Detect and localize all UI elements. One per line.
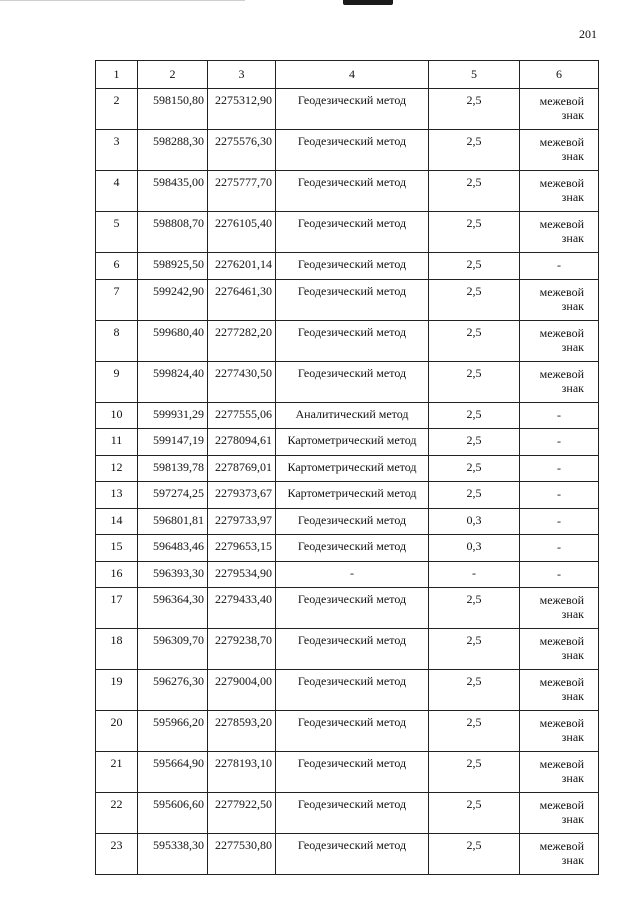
scan-registration-mark bbox=[343, 0, 393, 5]
y-coordinate-cell: 2277922,50 bbox=[208, 793, 276, 834]
table-row bbox=[96, 402, 599, 429]
accuracy-cell: 0,3 bbox=[429, 535, 520, 562]
page-number: 201 bbox=[579, 27, 597, 41]
point-number-cell: 4 bbox=[96, 171, 138, 212]
method-cell: Геодезический метод bbox=[276, 212, 429, 253]
point-number-cell: 19 bbox=[96, 670, 138, 711]
marker-cell: межевой знак bbox=[520, 130, 599, 171]
method-cell: Геодезический метод bbox=[276, 253, 429, 280]
marker-cell: межевой знак bbox=[520, 711, 599, 752]
y-coordinate-cell: 2277530,80 bbox=[208, 834, 276, 875]
y-coordinate-cell: 2279733,97 bbox=[208, 508, 276, 535]
table-row bbox=[96, 361, 599, 402]
accuracy-cell: 2,5 bbox=[429, 253, 520, 280]
point-number-cell: 16 bbox=[96, 561, 138, 588]
x-coordinate-cell: 599147,19 bbox=[138, 429, 208, 456]
x-coordinate-cell: 598288,30 bbox=[138, 130, 208, 171]
table-header-row bbox=[96, 61, 599, 89]
marker-cell: межевой знак bbox=[520, 171, 599, 212]
accuracy-cell: 2,5 bbox=[429, 130, 520, 171]
method-cell: Геодезический метод bbox=[276, 130, 429, 171]
y-coordinate-cell: 2277555,06 bbox=[208, 402, 276, 429]
accuracy-cell: 2,5 bbox=[429, 629, 520, 670]
table-row bbox=[96, 535, 599, 562]
marker-cell: - bbox=[520, 561, 599, 588]
x-coordinate-cell: 595338,30 bbox=[138, 834, 208, 875]
y-coordinate-cell: 2279653,15 bbox=[208, 535, 276, 562]
method-cell: Геодезический метод bbox=[276, 629, 429, 670]
scan-edge-line bbox=[0, 0, 245, 1]
method-cell: Геодезический метод bbox=[276, 535, 429, 562]
x-coordinate-cell: 599242,90 bbox=[138, 279, 208, 320]
accuracy-cell: 2,5 bbox=[429, 279, 520, 320]
table-row bbox=[96, 482, 599, 509]
table-row bbox=[96, 752, 599, 793]
table-row bbox=[96, 711, 599, 752]
x-coordinate-cell: 596801,81 bbox=[138, 508, 208, 535]
point-number-cell: 5 bbox=[96, 212, 138, 253]
x-coordinate-cell: 596309,70 bbox=[138, 629, 208, 670]
table-row bbox=[96, 320, 599, 361]
table-row bbox=[96, 508, 599, 535]
point-number-cell: 9 bbox=[96, 361, 138, 402]
method-cell: Геодезический метод bbox=[276, 670, 429, 711]
x-coordinate-cell: 598925,50 bbox=[138, 253, 208, 280]
y-coordinate-cell: 2278193,10 bbox=[208, 752, 276, 793]
x-coordinate-cell: 596364,30 bbox=[138, 588, 208, 629]
accuracy-cell: 2,5 bbox=[429, 320, 520, 361]
y-coordinate-cell: 2275312,90 bbox=[208, 89, 276, 130]
y-coordinate-cell: 2275777,70 bbox=[208, 171, 276, 212]
column-header: 2 bbox=[138, 61, 208, 89]
marker-cell: - bbox=[520, 482, 599, 509]
point-number-cell: 7 bbox=[96, 279, 138, 320]
method-cell: Геодезический метод bbox=[276, 89, 429, 130]
point-number-cell: 14 bbox=[96, 508, 138, 535]
coordinates-table bbox=[95, 60, 599, 875]
method-cell: Геодезический метод bbox=[276, 588, 429, 629]
x-coordinate-cell: 598808,70 bbox=[138, 212, 208, 253]
table-row bbox=[96, 455, 599, 482]
accuracy-cell: 2,5 bbox=[429, 670, 520, 711]
accuracy-cell: 2,5 bbox=[429, 711, 520, 752]
accuracy-cell: 2,5 bbox=[429, 588, 520, 629]
point-number-cell: 18 bbox=[96, 629, 138, 670]
marker-cell: межевой знак bbox=[520, 588, 599, 629]
point-number-cell: 12 bbox=[96, 455, 138, 482]
y-coordinate-cell: 2275576,30 bbox=[208, 130, 276, 171]
table-row bbox=[96, 629, 599, 670]
y-coordinate-cell: 2278593,20 bbox=[208, 711, 276, 752]
x-coordinate-cell: 599680,40 bbox=[138, 320, 208, 361]
method-cell: Геодезический метод bbox=[276, 711, 429, 752]
marker-cell: межевой знак bbox=[520, 629, 599, 670]
accuracy-cell: 2,5 bbox=[429, 171, 520, 212]
point-number-cell: 21 bbox=[96, 752, 138, 793]
table-row bbox=[96, 130, 599, 171]
accuracy-cell: 2,5 bbox=[429, 482, 520, 509]
marker-cell: межевой знак bbox=[520, 279, 599, 320]
marker-cell: межевой знак bbox=[520, 212, 599, 253]
method-cell: Геодезический метод bbox=[276, 508, 429, 535]
marker-cell: - bbox=[520, 508, 599, 535]
point-number-cell: 13 bbox=[96, 482, 138, 509]
table-row bbox=[96, 279, 599, 320]
y-coordinate-cell: 2278769,01 bbox=[208, 455, 276, 482]
x-coordinate-cell: 598150,80 bbox=[138, 89, 208, 130]
point-number-cell: 8 bbox=[96, 320, 138, 361]
marker-cell: межевой знак bbox=[520, 320, 599, 361]
accuracy-cell: 2,5 bbox=[429, 752, 520, 793]
point-number-cell: 17 bbox=[96, 588, 138, 629]
accuracy-cell: 2,5 bbox=[429, 793, 520, 834]
x-coordinate-cell: 599931,29 bbox=[138, 402, 208, 429]
y-coordinate-cell: 2279004,00 bbox=[208, 670, 276, 711]
table-row bbox=[96, 793, 599, 834]
y-coordinate-cell: 2279373,67 bbox=[208, 482, 276, 509]
accuracy-cell: 2,5 bbox=[429, 402, 520, 429]
table-row bbox=[96, 670, 599, 711]
accuracy-cell: 2,5 bbox=[429, 834, 520, 875]
method-cell: Геодезический метод bbox=[276, 279, 429, 320]
table-row bbox=[96, 89, 599, 130]
x-coordinate-cell: 599824,40 bbox=[138, 361, 208, 402]
x-coordinate-cell: 596483,46 bbox=[138, 535, 208, 562]
marker-cell: межевой знак bbox=[520, 793, 599, 834]
y-coordinate-cell: 2279238,70 bbox=[208, 629, 276, 670]
column-header: 5 bbox=[429, 61, 520, 89]
y-coordinate-cell: 2279433,40 bbox=[208, 588, 276, 629]
x-coordinate-cell: 595606,60 bbox=[138, 793, 208, 834]
accuracy-cell: 2,5 bbox=[429, 212, 520, 253]
table-row bbox=[96, 429, 599, 456]
x-coordinate-cell: 595966,20 bbox=[138, 711, 208, 752]
table-row bbox=[96, 171, 599, 212]
accuracy-cell: 2,5 bbox=[429, 429, 520, 456]
column-header: 3 bbox=[208, 61, 276, 89]
point-number-cell: 3 bbox=[96, 130, 138, 171]
y-coordinate-cell: 2279534,90 bbox=[208, 561, 276, 588]
accuracy-cell: 2,5 bbox=[429, 455, 520, 482]
column-header: 4 bbox=[276, 61, 429, 89]
y-coordinate-cell: 2277430,50 bbox=[208, 361, 276, 402]
accuracy-cell: 2,5 bbox=[429, 361, 520, 402]
accuracy-cell: 2,5 bbox=[429, 89, 520, 130]
x-coordinate-cell: 595664,90 bbox=[138, 752, 208, 793]
x-coordinate-cell: 597274,25 bbox=[138, 482, 208, 509]
point-number-cell: 6 bbox=[96, 253, 138, 280]
marker-cell: - bbox=[520, 535, 599, 562]
y-coordinate-cell: 2278094,61 bbox=[208, 429, 276, 456]
marker-cell: межевой знак bbox=[520, 361, 599, 402]
accuracy-cell: - bbox=[429, 561, 520, 588]
marker-cell: - bbox=[520, 253, 599, 280]
point-number-cell: 11 bbox=[96, 429, 138, 456]
table-row bbox=[96, 834, 599, 875]
point-number-cell: 10 bbox=[96, 402, 138, 429]
column-header: 6 bbox=[520, 61, 599, 89]
point-number-cell: 22 bbox=[96, 793, 138, 834]
point-number-cell: 15 bbox=[96, 535, 138, 562]
point-number-cell: 23 bbox=[96, 834, 138, 875]
method-cell: Геодезический метод bbox=[276, 834, 429, 875]
y-coordinate-cell: 2276201,14 bbox=[208, 253, 276, 280]
marker-cell: - bbox=[520, 455, 599, 482]
point-number-cell: 20 bbox=[96, 711, 138, 752]
marker-cell: межевой знак bbox=[520, 89, 599, 130]
method-cell: Картометрический метод bbox=[276, 429, 429, 456]
x-coordinate-cell: 598435,00 bbox=[138, 171, 208, 212]
method-cell: Картометрический метод bbox=[276, 455, 429, 482]
table-row bbox=[96, 561, 599, 588]
marker-cell: межевой знак bbox=[520, 752, 599, 793]
y-coordinate-cell: 2276105,40 bbox=[208, 212, 276, 253]
x-coordinate-cell: 596393,30 bbox=[138, 561, 208, 588]
method-cell: Геодезический метод bbox=[276, 320, 429, 361]
point-number-cell: 2 bbox=[96, 89, 138, 130]
marker-cell: - bbox=[520, 402, 599, 429]
method-cell: Геодезический метод bbox=[276, 361, 429, 402]
method-cell: Геодезический метод bbox=[276, 752, 429, 793]
table-row bbox=[96, 588, 599, 629]
method-cell: Геодезический метод bbox=[276, 793, 429, 834]
method-cell: - bbox=[276, 561, 429, 588]
marker-cell: - bbox=[520, 429, 599, 456]
table-row bbox=[96, 212, 599, 253]
column-header: 1 bbox=[96, 61, 138, 89]
y-coordinate-cell: 2277282,20 bbox=[208, 320, 276, 361]
x-coordinate-cell: 598139,78 bbox=[138, 455, 208, 482]
x-coordinate-cell: 596276,30 bbox=[138, 670, 208, 711]
marker-cell: межевой знак bbox=[520, 670, 599, 711]
marker-cell: межевой знак bbox=[520, 834, 599, 875]
y-coordinate-cell: 2276461,30 bbox=[208, 279, 276, 320]
method-cell: Аналитический метод bbox=[276, 402, 429, 429]
accuracy-cell: 0,3 bbox=[429, 508, 520, 535]
table-row bbox=[96, 253, 599, 280]
method-cell: Геодезический метод bbox=[276, 171, 429, 212]
method-cell: Картометрический метод bbox=[276, 482, 429, 509]
